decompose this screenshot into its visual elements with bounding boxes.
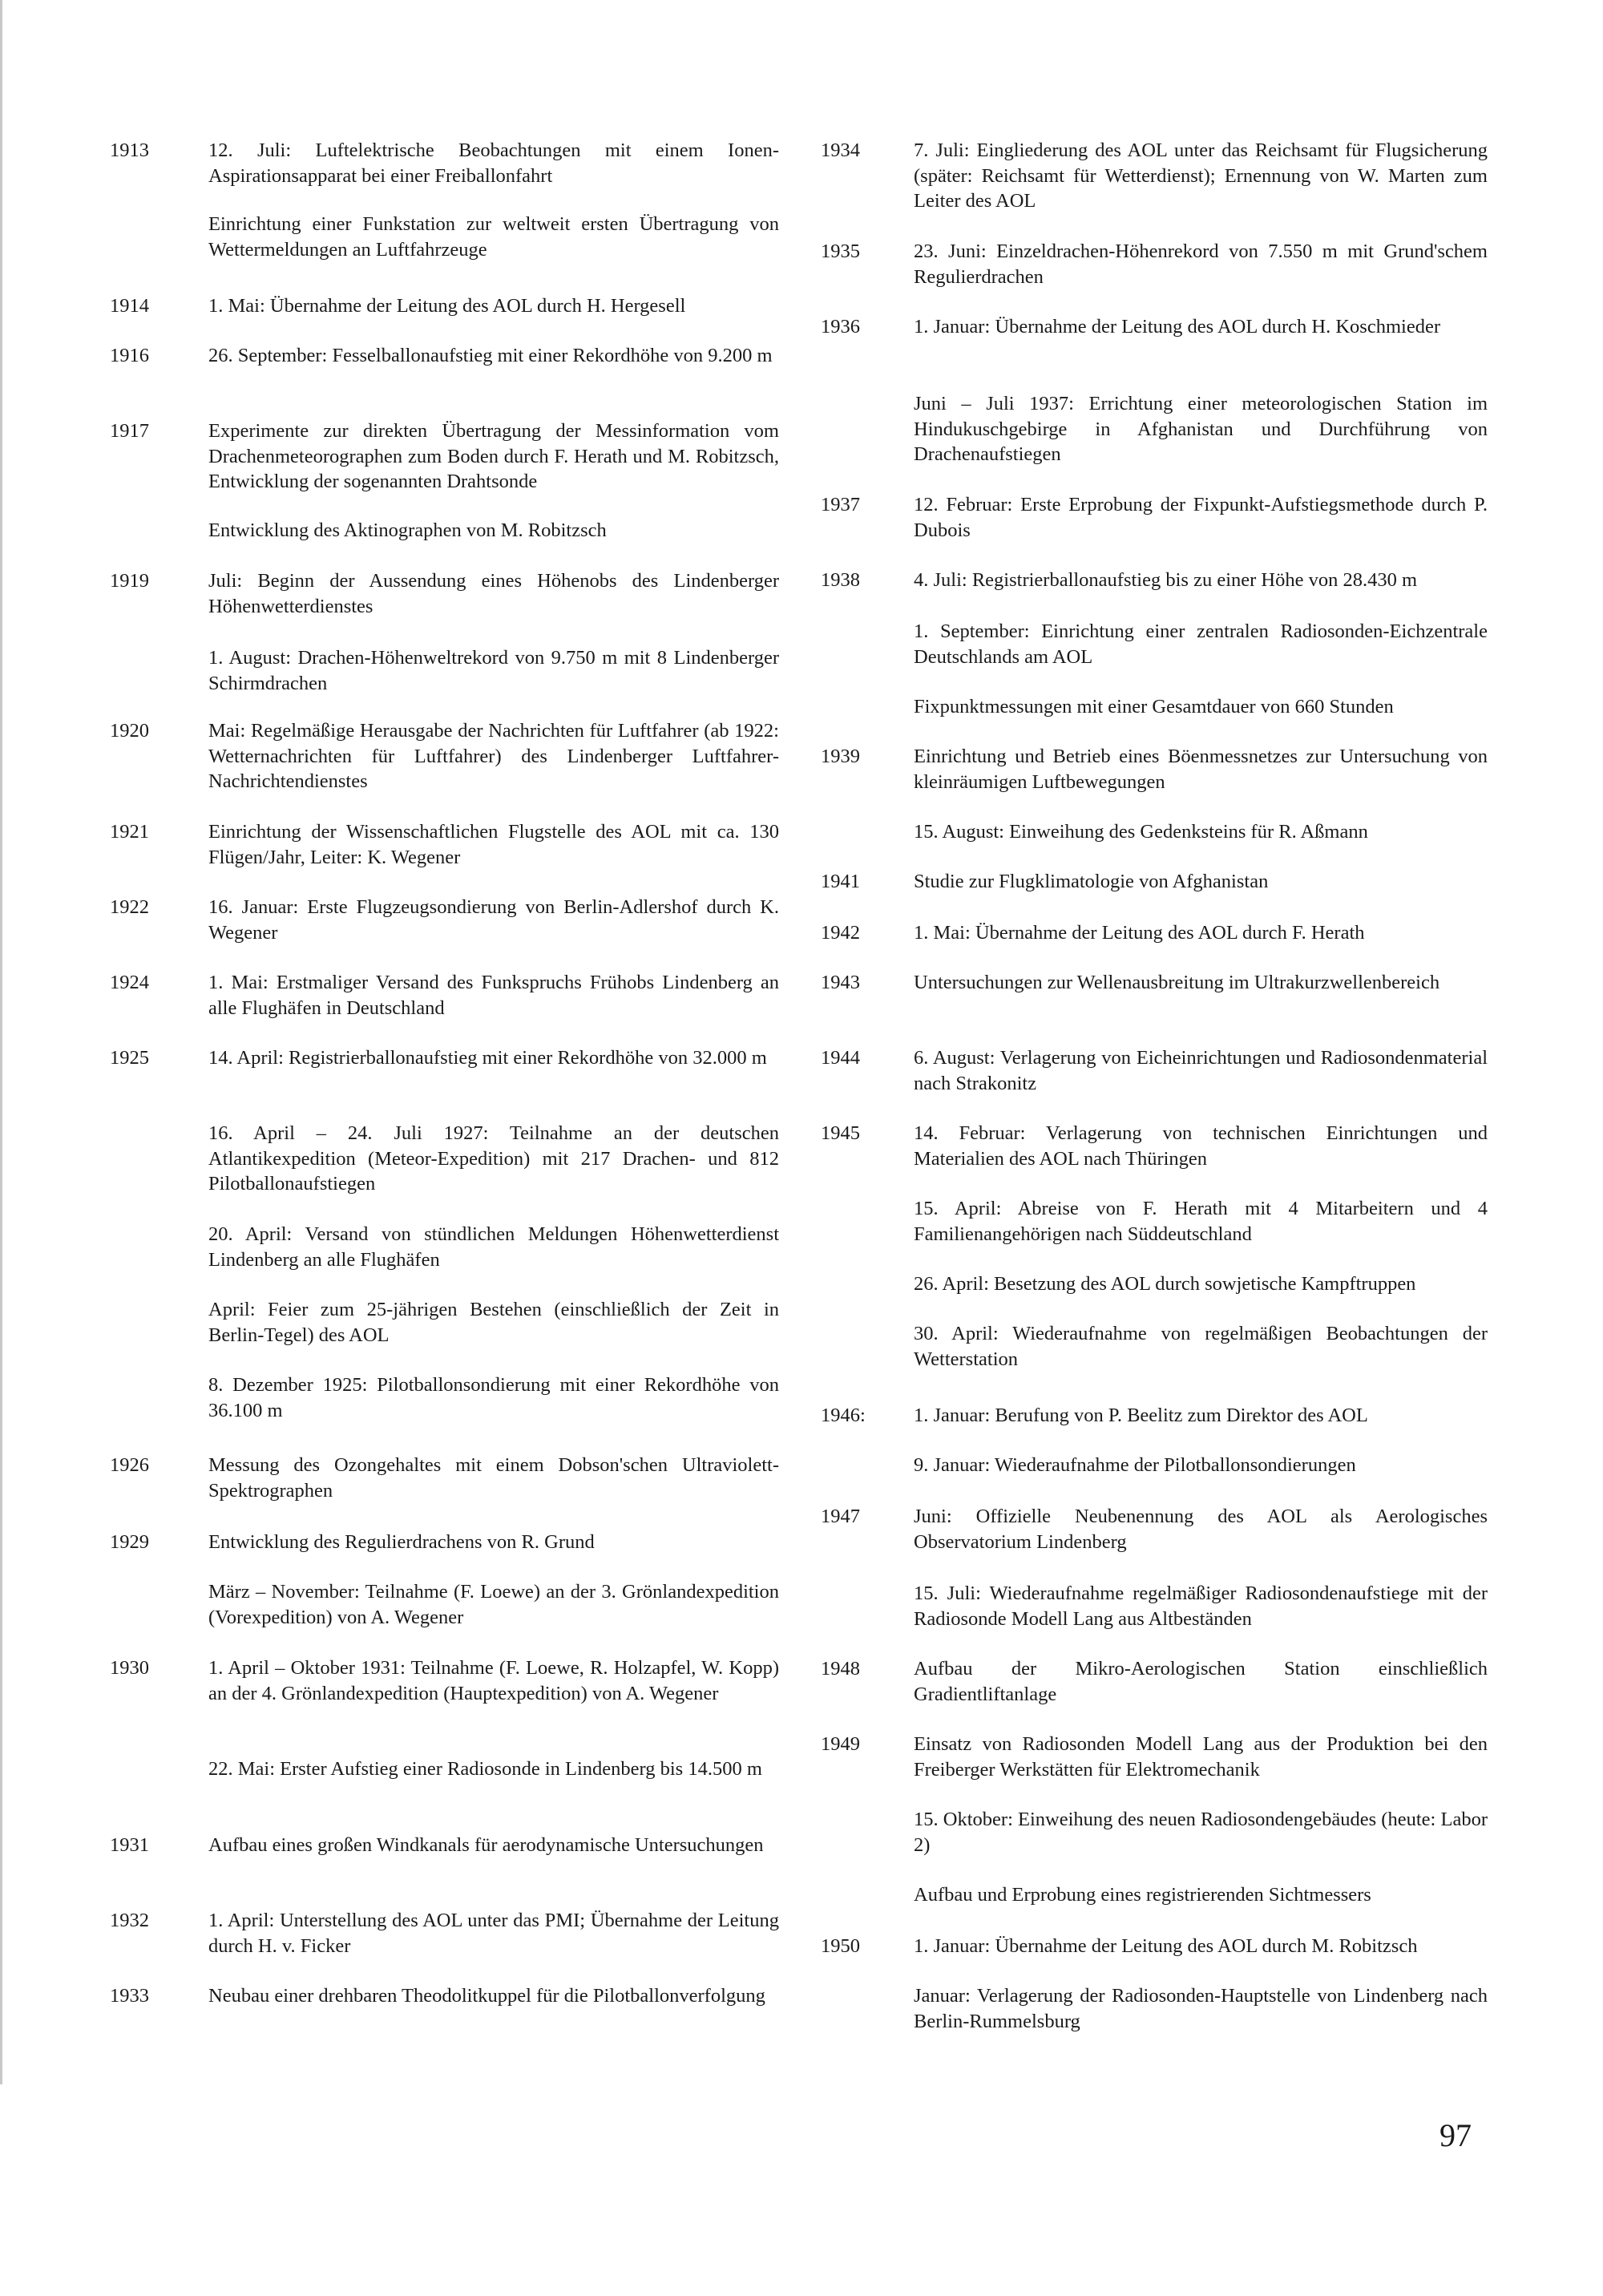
- entry-paragraph: März – November: Teilnahme (F. Loewe) an der 3. Grönlandexpedition (Vorexpedition) von A. Wegener: [208, 1581, 779, 1628]
- entry-paragraph: 16. April – 24. Juli 1927: Teilnahme an der deutschen Atlantikexpedition (Meteor-Expedition) mit 217 Drachen- und 812 Pilotballonaufstiegen: [208, 1122, 779, 1194]
- entry-paragraph: 12. Februar: Erste Erprobung der Fixpunkt-Aufstiegsmethode durch P. Dubois: [914, 494, 1488, 541]
- entry-paragraph: Messung des Ozongehaltes mit einem Dobson'schen Ultraviolett-Spektrographen: [208, 1454, 779, 1502]
- entry-paragraph: Juli: Beginn der Aussendung eines Höhenobs des Lindenberger Höhenwetterdienstes: [208, 570, 779, 617]
- entry-paragraph: 1. Mai: Übernahme der Leitung des AOL durch F. Herath: [914, 922, 1365, 944]
- entry-paragraph: 14. April: Registrierballonaufstieg mit einer Rekordhöhe von 32.000 m: [208, 1047, 767, 1069]
- entry-year: 1946:: [821, 1405, 866, 1426]
- entry-year: 1921: [110, 821, 149, 843]
- entry-year: 1926: [110, 1454, 149, 1476]
- entry-year: 1935: [821, 241, 860, 262]
- entry-paragraph: Neubau einer drehbaren Theodolitkuppel für die Pilotballonverfolgung: [208, 1985, 765, 2007]
- entry-paragraph: 1. Januar: Übernahme der Leitung des AOL durch H. Koschmieder: [914, 316, 1440, 338]
- entry-paragraph: Untersuchungen zur Wellenausbreitung im Ultrakurzwellenbereich: [914, 972, 1440, 993]
- entry-year: 1925: [110, 1047, 149, 1069]
- entry-paragraph: 9. Januar: Wiederaufnahme der Pilotballonsondierungen: [914, 1454, 1356, 1476]
- entry-year: 1947: [821, 1506, 860, 1527]
- entry-paragraph: Mai: Regelmäßige Herausgabe der Nachrichten für Luftfahrer (ab 1922: Wetternachrichten für Luftfahrer) des Lindenberger Luftfahrer-Nachrichtendienstes: [208, 720, 779, 792]
- entry-paragraph: 1. April: Unterstellung des AOL unter das PMI; Übernahme der Leitung durch H. v. Ficker: [208, 1910, 779, 1957]
- entry-paragraph: Juni: Offizielle Neubenennung des AOL als Aerologisches Observatorium Lindenberg: [914, 1506, 1488, 1553]
- entry-paragraph: Fixpunktmessungen mit einer Gesamtdauer von 660 Stunden: [914, 696, 1394, 718]
- right-timeline-column: [802, 0, 1603, 2296]
- entry-year: 1924: [110, 972, 149, 993]
- entry-paragraph: Entwicklung des Aktinographen von M. Robitzsch: [208, 519, 607, 541]
- entry-year: 1917: [110, 420, 149, 442]
- entry-year: 1932: [110, 1910, 149, 1931]
- entry-paragraph: 6. August: Verlagerung von Eicheinrichtungen und Radiosondenmaterial nach Strakonitz: [914, 1047, 1488, 1094]
- entry-year: 1942: [821, 922, 860, 944]
- entry-paragraph: 30. April: Wiederaufnahme von regelmäßigen Beobachtungen der Wetterstation: [914, 1323, 1488, 1370]
- entry-paragraph: April: Feier zum 25-jährigen Bestehen (einschließlich der Zeit in Berlin-Tegel) des AOL: [208, 1299, 779, 1346]
- entry-paragraph: 1. April – Oktober 1931: Teilnahme (F. Loewe, R. Holzapfel, W. Kopp) an der 4. Grönlandexpedition (Hauptexpedition) von A. Wegener: [208, 1657, 779, 1704]
- entry-year: 1944: [821, 1047, 860, 1069]
- entry-year: 1920: [110, 720, 149, 742]
- entry-paragraph: 1. Mai: Übernahme der Leitung des AOL durch H. Hergesell: [208, 295, 686, 317]
- entry-paragraph: 7. Juli: Eingliederung des AOL unter das Reichsamt für Flugsicherung (später: Reichsamt für Wetterdienst); Ernennung von W. Marten zum Leiter des AOL: [914, 139, 1488, 212]
- entry-paragraph: 12. Juli: Luftelektrische Beobachtungen mit einem Ionen-Aspirationsapparat bei einer Freiballonfahrt: [208, 139, 779, 187]
- entry-paragraph: 15. Oktober: Einweihung des neuen Radiosondengebäudes (heute: Labor 2): [914, 1809, 1488, 1856]
- entry-year: 1931: [110, 1834, 149, 1856]
- entry-year: 1949: [821, 1733, 860, 1755]
- entry-year: 1936: [821, 316, 860, 338]
- entry-year: 1950: [821, 1935, 860, 1957]
- entry-paragraph: 1. August: Drachen-Höhenweltrekord von 9.750 m mit 8 Lindenberger Schirmdrachen: [208, 647, 779, 694]
- entry-year: 1939: [821, 746, 860, 767]
- entry-paragraph: Aufbau eines großen Windkanals für aerodynamische Untersuchungen: [208, 1834, 764, 1856]
- entry-year: 1929: [110, 1531, 149, 1553]
- entry-year: 1948: [821, 1658, 860, 1680]
- entry-paragraph: Januar: Verlagerung der Radiosonden-Hauptstelle von Lindenberg nach Berlin-Rummelsburg: [914, 1985, 1488, 2032]
- entry-paragraph: 14. Februar: Verlagerung von technischen Einrichtungen und Materialien des AOL nach Thüringen: [914, 1122, 1488, 1170]
- entry-paragraph: 4. Juli: Registrierballonaufstieg bis zu einer Höhe von 28.430 m: [914, 569, 1418, 591]
- entry-paragraph: 23. Juni: Einzeldrachen-Höhenrekord von 7.550 m mit Grund'schem Regulierdrachen: [914, 241, 1488, 288]
- entry-paragraph: 1. Januar: Übernahme der Leitung des AOL durch M. Robitzsch: [914, 1935, 1418, 1957]
- entry-paragraph: Experimente zur direkten Übertragung der Messinformation vom Drachenmeteorographen zum Boden durch F. Herath und M. Robitzsch, Entwicklung der sogenannten Drahtsonde: [208, 420, 779, 492]
- entry-year: 1914: [110, 295, 149, 317]
- entry-paragraph: 22. Mai: Erster Aufstieg einer Radiosonde in Lindenberg bis 14.500 m: [208, 1758, 762, 1780]
- entry-paragraph: 15. August: Einweihung des Gedenksteins für R. Aßmann: [914, 821, 1368, 843]
- entry-paragraph: Aufbau der Mikro-Aerologischen Station einschließlich Gradientliftanlage: [914, 1658, 1488, 1705]
- entry-year: 1913: [110, 139, 149, 161]
- entry-year: 1919: [110, 570, 149, 592]
- entry-paragraph: 1. Mai: Erstmaliger Versand des Funkspruchs Frühobs Lindenberg an alle Flughäfen in Deutschland: [208, 972, 779, 1019]
- entry-paragraph: 26. April: Besetzung des AOL durch sowjetische Kampftruppen: [914, 1273, 1416, 1295]
- entry-paragraph: Einrichtung und Betrieb eines Böenmessnetzes zur Untersuchung von kleinräumigen Luftbewegungen: [914, 746, 1488, 793]
- entry-year: 1943: [821, 972, 860, 993]
- entry-year: 1945: [821, 1122, 860, 1144]
- entry-year: 1922: [110, 896, 149, 918]
- page-number: 97: [1439, 2117, 1472, 2153]
- entry-paragraph: 15. April: Abreise von F. Herath mit 4 Mitarbeitern und 4 Familienangehörigen nach Süddeutschland: [914, 1198, 1488, 1245]
- entry-year: 1916: [110, 345, 149, 366]
- entry-paragraph: Einrichtung der Wissenschaftlichen Flugstelle des AOL mit ca. 130 Flügen/Jahr, Leiter: K. Wegener: [208, 821, 779, 868]
- entry-year: 1937: [821, 494, 860, 515]
- entry-paragraph: 20. April: Versand von stündlichen Meldungen Höhenwetterdienst Lindenberg an alle Flughäfen: [208, 1223, 779, 1271]
- entry-paragraph: 1. Januar: Berufung von P. Beelitz zum Direktor des AOL: [914, 1405, 1368, 1426]
- entry-paragraph: Entwicklung des Regulierdrachens von R. Grund: [208, 1531, 595, 1553]
- entry-paragraph: 15. Juli: Wiederaufnahme regelmäßiger Radiosondenaufstiege mit der Radiosonde Modell Lang aus Altbeständen: [914, 1583, 1488, 1630]
- entry-paragraph: Einsatz von Radiosonden Modell Lang aus der Produktion bei den Freiberger Werkstätten für Elektromechanik: [914, 1733, 1488, 1781]
- entry-paragraph: 1. September: Einrichtung einer zentralen Radiosonden-Eichzentrale Deutschlands am AOL: [914, 620, 1488, 668]
- entry-paragraph: 26. September: Fesselballonaufstieg mit einer Rekordhöhe von 9.200 m: [208, 345, 773, 366]
- entry-paragraph: 16. Januar: Erste Flugzeugsondierung von Berlin-Adlershof durch K. Wegener: [208, 896, 779, 944]
- entry-year: 1930: [110, 1657, 149, 1679]
- entry-paragraph: Aufbau und Erprobung eines registrierenden Sichtmessers: [914, 1884, 1371, 1906]
- entry-year: 1934: [821, 139, 860, 161]
- entry-year: 1941: [821, 871, 860, 892]
- entry-paragraph: Juni – Juli 1937: Errichtung einer meteorologischen Station im Hindukuschgebirge in Afghanistan und Durchführung von Drachenaufstiegen: [914, 393, 1488, 465]
- entry-paragraph: Einrichtung einer Funkstation zur weltweit ersten Übertragung von Wettermeldungen an Luftfahrzeuge: [208, 213, 779, 261]
- entry-year: 1938: [821, 569, 860, 591]
- entry-paragraph: Studie zur Flugklimatologie von Afghanistan: [914, 871, 1269, 892]
- entry-year: 1933: [110, 1985, 149, 2007]
- entry-paragraph: 8. Dezember 1925: Pilotballonsondierung mit einer Rekordhöhe von 36.100 m: [208, 1374, 779, 1421]
